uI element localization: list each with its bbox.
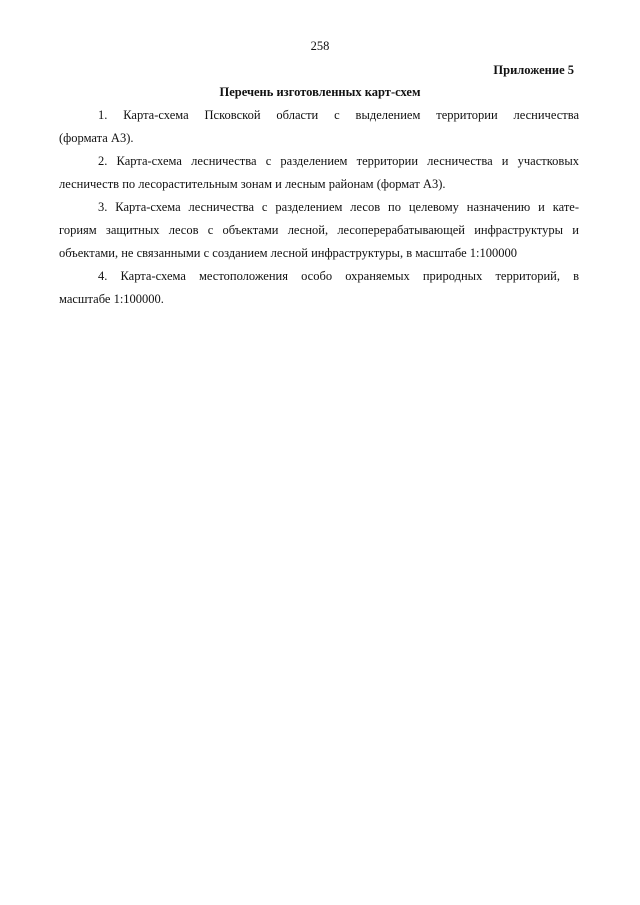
list-item-line: лесничеств по лесорастительным зонам и лесным районам (формат А3). (59, 177, 446, 191)
list-item-line: масштабе 1:100000. (59, 292, 164, 306)
list-item-line: 1. Карта-схема Псковской области с выделением территории лесничества (98, 108, 579, 122)
list-item-line: 4. Карта-схема местоположения особо охраняемых природных территорий, в (98, 269, 579, 283)
list-item (59, 104, 579, 150)
list-item (59, 196, 579, 265)
document-body (59, 104, 579, 311)
page-number: 258 (310, 39, 330, 53)
list-item-line: 3. Карта-схема лесничества с разделением лесов по целевому назначению и кате- (98, 200, 579, 214)
list-item-line: (формата А3). (59, 131, 134, 145)
list-item-line: гориям защитных лесов с объектами лесной, лесоперерабатывающей инфраструктуры и (59, 223, 579, 237)
list-item (59, 265, 579, 311)
appendix-label: Приложение 5 (493, 63, 574, 77)
list-item (59, 150, 579, 196)
list-item-line: 2. Карта-схема лесничества с разделением территории лесничества и участковых (98, 154, 579, 168)
document-title: Перечень изготовленных карт-схем (219, 85, 421, 99)
list-item-line: объектами, не связанными с созданием лесной инфраструктуры, в масштабе 1:100000 (59, 246, 518, 260)
